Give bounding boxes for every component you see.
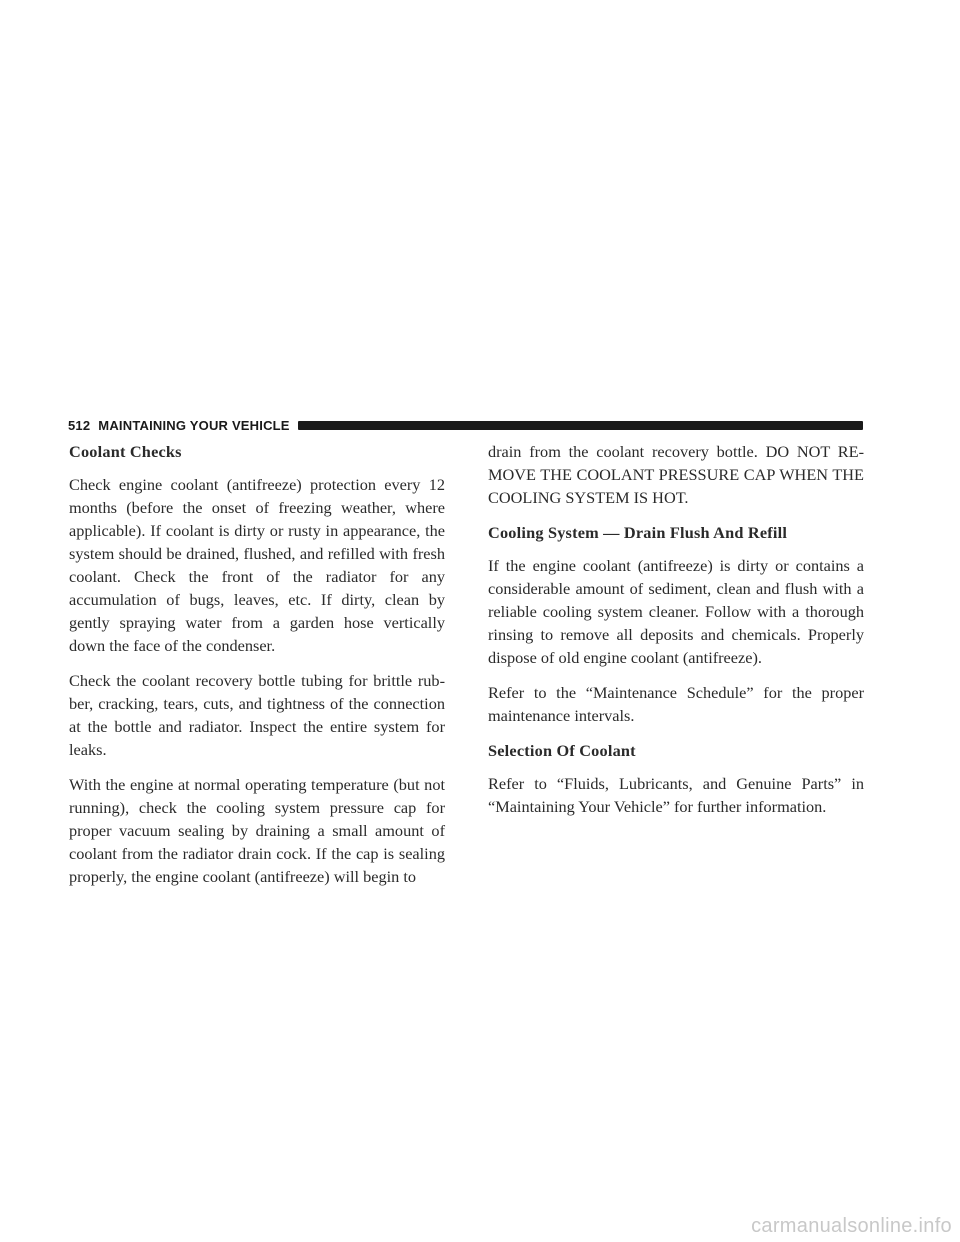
header-rule	[298, 421, 863, 430]
page-header	[68, 418, 863, 432]
paragraph: Check engine coolant (antifreeze) protection every 12 months (before the onset of freezing weather, where applicable). If coolant is dirty or rusty in appearance, the system should be drained, flushed, and refilled with fresh coolant. Check the front of the radiator for any accumulation of bugs, leaves, etc. If dirty, clean by gently spraying water from a garden hose vertically down the face of the condenser.	[69, 475, 445, 655]
paragraph: Refer to “Fluids, Lubricants, and Genuine Parts” in “Maintaining Your Vehicle” for further information.	[488, 774, 864, 816]
heading-selection-of-coolant: Selection Of Coolant	[488, 741, 636, 760]
paragraph: With the engine at normal operating temperature (but not running), check the cooling system pressure cap for proper vacuum sealing by draining a small amount of coolant from the radiator drain cock. If the cap is sealing properly, the engine coolant (antifreeze) will begin to	[69, 775, 445, 886]
page-number: 512	[68, 417, 91, 433]
paragraph: If the engine coolant (antifreeze) is dirty or contains a considerable amount of sediment, clean and flush with a reliable cooling system cleaner. Follow with a thorough rinsing to remove all deposits and chemicals. Properly dispose of old engine coolant (antifreeze).	[488, 556, 864, 667]
heading-drain-flush-refill: Cooling System — Drain Flush And Refill	[488, 523, 788, 542]
paragraph-continuation: drain from the coolant recovery bottle. DO NOT RE-MOVE THE COOLANT PRESSURE CAP WHEN THE COOLING SYSTEM IS HOT.	[488, 442, 864, 507]
section-title: MAINTAINING YOUR VEHICLE	[98, 417, 290, 433]
right-column	[488, 440, 864, 830]
paragraph: Refer to the “Maintenance Schedule” for the proper maintenance intervals.	[488, 683, 864, 725]
paragraph: Check the coolant recovery bottle tubing for brittle rub-ber, cracking, tears, cuts, and tightness of the connection at the bottle and radiator. Inspect the entire system for leaks.	[69, 671, 445, 759]
left-column	[69, 440, 445, 900]
heading-coolant-checks: Coolant Checks	[69, 442, 182, 461]
watermark: carmanualsonline.info	[751, 1215, 952, 1237]
